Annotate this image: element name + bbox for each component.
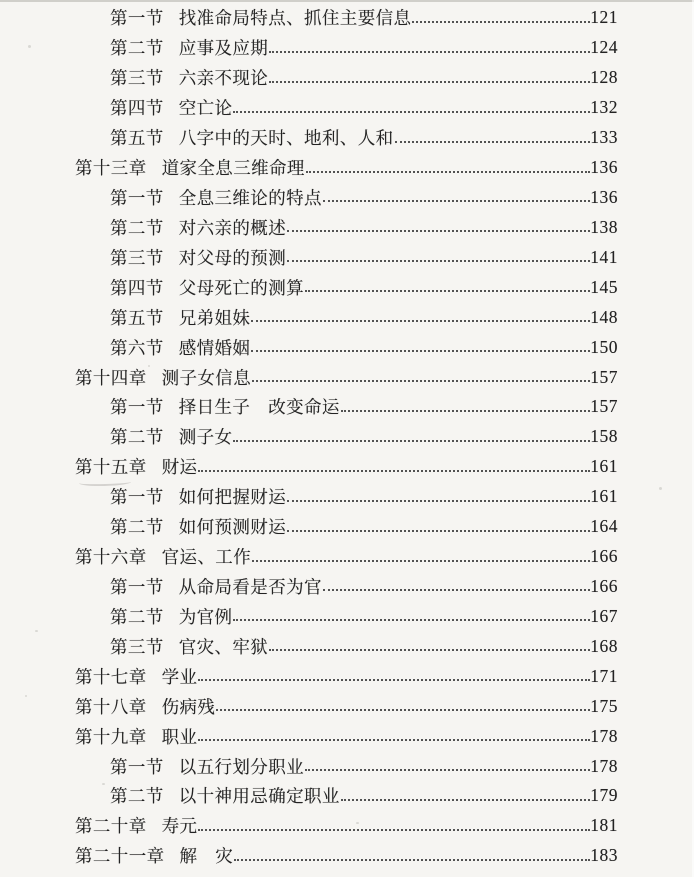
- toc-entry-title: 为官例: [178, 606, 233, 627]
- toc-entry-page: 157: [590, 366, 618, 387]
- dot-leader: [323, 200, 590, 202]
- scan-top-edge: [0, 0, 694, 2]
- toc-entry-page: 148: [590, 306, 618, 327]
- toc-entry-title: 全息三维论的特点: [178, 187, 322, 208]
- toc-entry-label: 第一节: [110, 397, 164, 418]
- toc-entry-title: 从命局看是否为官: [178, 576, 322, 597]
- toc-entry-page: 181: [590, 815, 618, 836]
- toc-entry-page: 171: [590, 665, 618, 686]
- toc-entry-label: 第十四章: [75, 367, 147, 388]
- dot-leader: [287, 500, 590, 502]
- toc-entry-title: 兄弟姐妹: [178, 307, 251, 328]
- toc-entry-page: 158: [590, 426, 618, 447]
- dot-leader: [341, 799, 590, 801]
- toc-entry-title: 对父母的预测: [178, 247, 287, 268]
- toc-entry-title: 测子女: [178, 427, 233, 448]
- dot-leader: [305, 769, 590, 771]
- dot-leader: [395, 141, 591, 143]
- dot-leader: [233, 111, 590, 113]
- toc-entry-title: 职业: [161, 726, 198, 747]
- toc-entry-page: 161: [590, 486, 618, 507]
- toc-entry-label: 第一节: [110, 487, 164, 508]
- toc-entry-title: 学业: [161, 666, 198, 687]
- toc-entry-label: 第二节: [110, 606, 164, 627]
- toc-entry: [75, 93, 618, 123]
- dot-leader: [198, 739, 590, 741]
- toc-entry-page: 121: [590, 7, 618, 28]
- toc-entry-page: 179: [590, 785, 618, 806]
- toc-entry: [75, 422, 618, 452]
- toc-entry-label: 第五节: [110, 307, 164, 328]
- dot-leader: [306, 171, 590, 173]
- toc-entry: [75, 661, 618, 691]
- toc-entry-page: 178: [590, 725, 618, 746]
- toc-entry-label: 第二十一章: [75, 846, 165, 867]
- toc-entry: [75, 332, 618, 362]
- toc-entry-page: 145: [590, 276, 618, 297]
- toc-entry-label: 第十七章: [75, 666, 147, 687]
- dot-leader: [269, 51, 590, 53]
- toc-entry-label: 第五节: [110, 128, 164, 149]
- toc-entry: [75, 781, 618, 811]
- toc-entry: [75, 691, 618, 721]
- scan-speck: [148, 365, 150, 367]
- toc-entry-title: 财运: [161, 457, 198, 478]
- table-of-contents: [0, 3, 694, 871]
- toc-entry-label: 第四节: [110, 98, 164, 119]
- dot-leader: [234, 859, 590, 861]
- toc-entry-title: 空亡论: [178, 98, 233, 119]
- toc-entry-page: 138: [590, 216, 618, 237]
- toc-entry: [75, 242, 618, 272]
- toc-entry: [75, 512, 618, 542]
- toc-entry-title: 寿元: [161, 816, 198, 837]
- toc-entry-label: 第六节: [110, 337, 164, 358]
- dot-leader: [269, 81, 590, 83]
- toc-entry-page: 124: [590, 37, 618, 58]
- toc-entry-title: 官灾、牢狱: [178, 636, 269, 657]
- toc-entry-title: 解 灾: [179, 846, 234, 867]
- dot-leader: [252, 380, 590, 382]
- toc-entry-page: 136: [590, 186, 618, 207]
- dot-leader: [251, 320, 590, 322]
- toc-entry-title: 对六亲的概述: [178, 217, 287, 238]
- toc-entry-title: 六亲不现论: [178, 68, 269, 89]
- scan-speck: [102, 783, 105, 785]
- dot-leader: [412, 21, 590, 23]
- toc-entry-label: 第二节: [110, 427, 164, 448]
- toc-entry: [75, 362, 618, 392]
- toc-entry-page: 136: [590, 157, 618, 178]
- toc-entry: [75, 3, 618, 33]
- toc-entry: [75, 601, 618, 631]
- toc-entry-label: 第二十章: [75, 816, 147, 837]
- dot-leader: [216, 709, 590, 711]
- dot-leader: [233, 619, 590, 621]
- toc-entry-title: 官运、工作: [161, 547, 252, 568]
- toc-entry-page: 166: [590, 575, 618, 596]
- dot-leader: [287, 230, 590, 232]
- toc-entry-page: 157: [590, 396, 618, 417]
- toc-entry-page: 141: [590, 246, 618, 267]
- toc-entry-page: 150: [590, 336, 618, 357]
- toc-entry-title: 测子女信息: [161, 367, 252, 388]
- toc-entry: [75, 482, 618, 512]
- toc-entry: [75, 811, 618, 841]
- dot-leader: [198, 470, 590, 472]
- toc-entry: [75, 212, 618, 242]
- dot-leader: [198, 679, 590, 681]
- scan-speck: [35, 630, 38, 632]
- toc-entry: [75, 392, 618, 422]
- toc-entry-title: 如何把握财运: [178, 487, 287, 508]
- scan-speck: [356, 822, 359, 824]
- toc-entry-page: 128: [590, 67, 618, 88]
- dot-leader: [323, 589, 590, 591]
- toc-entry-page: 178: [590, 755, 618, 776]
- toc-entry-page: 168: [590, 635, 618, 656]
- toc-entry: [75, 631, 618, 661]
- toc-entry-label: 第十八章: [75, 696, 147, 717]
- toc-entry-page: 132: [590, 97, 618, 118]
- toc-entry: [75, 841, 618, 871]
- dot-leader: [287, 260, 590, 262]
- toc-entry: [75, 153, 618, 183]
- toc-entry-label: 第一节: [110, 187, 164, 208]
- toc-entry: [75, 183, 618, 213]
- toc-entry: [75, 542, 618, 572]
- toc-entry: [75, 123, 618, 153]
- dot-leader: [198, 829, 590, 831]
- scan-speck: [25, 695, 27, 697]
- toc-entry-title: 择日生子 改变命运: [178, 397, 340, 418]
- toc-entry-title: 如何预测财运: [178, 517, 287, 538]
- toc-entry: [75, 63, 618, 93]
- toc-entry-label: 第十三章: [75, 158, 147, 179]
- dot-leader: [251, 350, 590, 352]
- toc-entry-label: 第二节: [110, 217, 164, 238]
- dot-leader: [252, 560, 590, 562]
- toc-entry-title: 感情婚姻: [178, 337, 251, 358]
- toc-entry-label: 第十六章: [75, 547, 147, 568]
- toc-entry-label: 第十九章: [75, 726, 147, 747]
- toc-entry-title: 应事及应期: [178, 38, 269, 59]
- toc-entry-page: 183: [590, 845, 618, 866]
- toc-entry: [75, 302, 618, 332]
- scan-speck: [659, 487, 662, 490]
- toc-entry: [75, 272, 618, 302]
- toc-entry: [75, 721, 618, 751]
- toc-entry: [75, 572, 618, 602]
- toc-entry-label: 第一节: [110, 756, 164, 777]
- toc-entry-page: 161: [590, 456, 618, 477]
- toc-entry-title: 伤病残: [161, 696, 216, 717]
- dot-leader: [287, 530, 590, 532]
- toc-entry-page: 167: [590, 605, 618, 626]
- toc-entry-title: 以五行划分职业: [178, 756, 305, 777]
- toc-entry-label: 第四节: [110, 277, 164, 298]
- toc-entry-title: 找准命局特点、抓住主要信息: [178, 8, 412, 29]
- toc-entry: [75, 33, 618, 63]
- toc-entry-label: 第一节: [110, 8, 164, 29]
- toc-entry-label: 第三节: [110, 247, 164, 268]
- toc-entry-page: 133: [590, 127, 618, 148]
- toc-entry-page: 166: [590, 546, 618, 567]
- toc-entry-label: 第二节: [110, 38, 164, 59]
- scan-speck: [28, 45, 31, 48]
- toc-entry-title: 父母死亡的测算: [178, 277, 305, 298]
- toc-entry-title: 以十神用忌确定职业: [178, 786, 340, 807]
- dot-leader: [233, 440, 590, 442]
- toc-entry: [75, 751, 618, 781]
- toc-entry-label: 第二节: [110, 517, 164, 538]
- toc-entry-label: 第二节: [110, 786, 164, 807]
- toc-entry-title: 八字中的天时、地利、人和: [178, 128, 394, 149]
- toc-entry-title: 道家全息三维命理: [161, 158, 305, 179]
- toc-entry-label: 第三节: [110, 636, 164, 657]
- toc-entry-label: 第一节: [110, 576, 164, 597]
- toc-entry-page: 175: [590, 695, 618, 716]
- dot-leader: [305, 290, 590, 292]
- toc-entry: [75, 452, 618, 482]
- dot-leader: [269, 649, 590, 651]
- toc-entry-label: 第三节: [110, 68, 164, 89]
- dot-leader: [341, 410, 590, 412]
- toc-entry-label: 第十五章: [75, 457, 147, 478]
- toc-entry-page: 164: [590, 516, 618, 537]
